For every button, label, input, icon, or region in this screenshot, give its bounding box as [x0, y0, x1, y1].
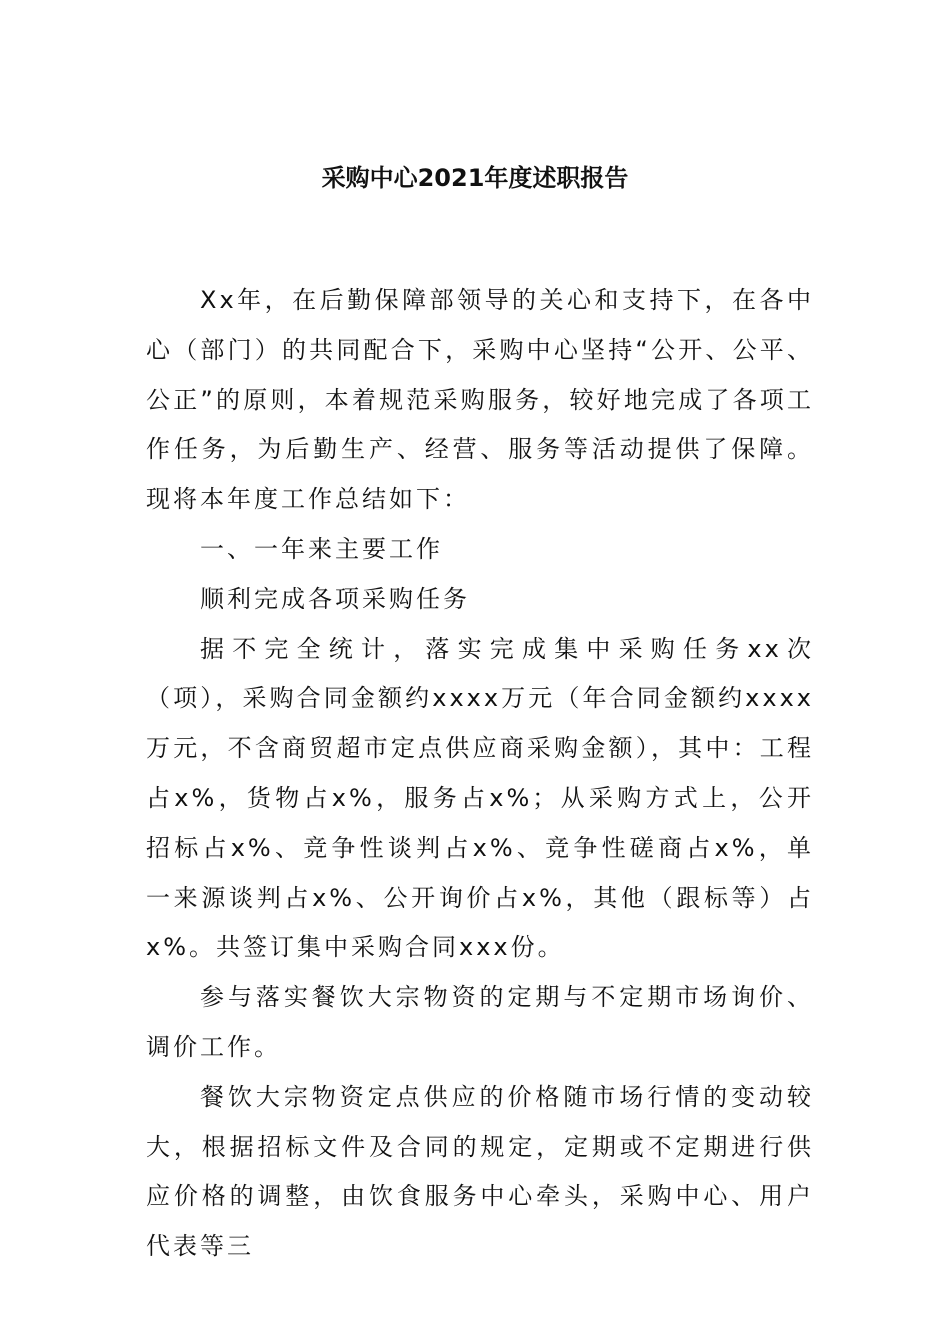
document-body — [146, 276, 814, 1272]
subheading-procurement-tasks: 顺利完成各项采购任务 — [200, 584, 470, 613]
paragraph-price-adjustment: 餐饮大宗物资定点供应的价格随市场行情的变动较大，根据招标文件及合同的规定，定期或不定期进行供应价格的调整，由饮食服务中心牵头，采购中心、用户代表等三 — [146, 1082, 814, 1261]
section-heading-main-work: 一、一年来主要工作 — [200, 534, 443, 563]
document-title: 采购中心2021年度述职报告 — [321, 164, 629, 192]
paragraph-intro: Xx年，在后勤保障部领导的关心和支持下，在各中心（部门）的共同配合下，采购中心坚持“公开、公平、公正”的原则，本着规范采购服务，较好地完成了各项工作任务，为后勤生产、经营、服务等活动提供了保障。现将本年度工作总结如下： — [146, 286, 814, 514]
paragraph-price-inquiry: 参与落实餐饮大宗物资的定期与不定期市场询价、调价工作。 — [146, 983, 814, 1061]
paragraph-statistics: 据不完全统计，落实完成集中采购任务xx次（项），采购合同金额约xxxx万元（年合同金额约xxxx万元，不含商贸超市定点供应商采购金额），其中：工程占x%，货物占x%，服务占x%；从采购方式上，公开招标占x%、竞争性谈判占x%、竞争性磋商占x%，单一来源谈判占x%、公开询价占x%，其他（跟标等）占x%。共签订集中采购合同xxx份。 — [146, 634, 814, 962]
